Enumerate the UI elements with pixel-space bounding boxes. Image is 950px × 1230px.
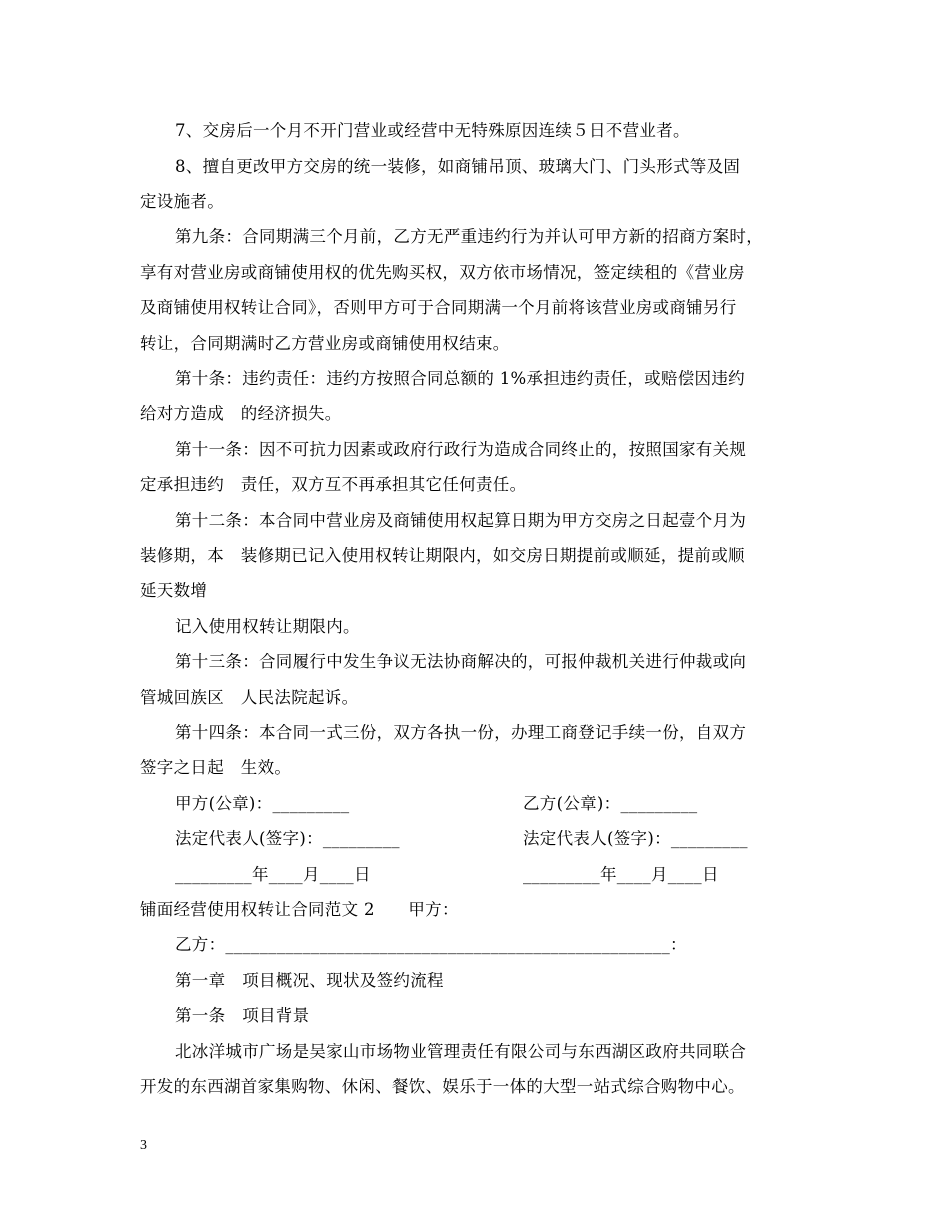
party-b-representative: 法定代表人(签字)：_________ — [523, 829, 748, 848]
article-14-line-1: 第十四条：本合同一式三份，双方各执一份，办理工商登记手续一份，自双方 — [175, 723, 747, 742]
article-1-title: 第一条 项目背景 — [175, 1006, 310, 1025]
background-line-2: 开发的东西湖首家集购物、休闲、餐饮、娱乐于一体的大型一站式综合购物中心。 — [140, 1077, 745, 1096]
article-9-line-1: 第九条：合同期满三个月前，乙方无严重违约行为并认可甲方新的招商方案时， — [175, 227, 763, 246]
article-11-line-2: 定承担违约 责任，双方互不再承担其它任何责任。 — [140, 475, 527, 494]
article-9-line-2: 享有对营业房或商铺使用权的优先购买权，双方依市场情况，签定续租的《营业房 — [140, 263, 745, 282]
clause-7: 7、交房后一个月不开门营业或经营中无特殊原因连续５日不营业者。 — [175, 121, 690, 140]
party-a-representative: 法定代表人(签字)：_________ — [175, 829, 400, 848]
party-a-seal: 甲方(公章)：_________ — [175, 794, 350, 813]
article-10-line-1: 第十条：违约责任：违约方按照合同总额的 1%承担违约责任，或赔偿因违约 — [175, 369, 745, 388]
clause-8-line-1: 8、擅自更改甲方交房的统一装修，如商铺吊顶、玻璃大门、门头形式等及固 — [175, 157, 741, 176]
party-b-line: 乙方：____________________________________________________： — [175, 935, 687, 954]
party-a-date: _________年____月____日 — [175, 865, 371, 884]
article-12-line-4: 记入使用权转让期限内。 — [175, 617, 360, 636]
chapter-1-title: 第一章 项目概况、现状及签约流程 — [175, 971, 444, 990]
article-14-line-2: 签字之日起 生效。 — [140, 758, 292, 777]
article-12-line-2: 装修期，本 装修期已记入使用权转让期限内，如交房日期提前或顺延，提前或顺 — [140, 546, 745, 565]
page-number: 3 — [140, 1138, 147, 1153]
article-9-line-4: 转让，合同期满时乙方营业房或商铺使用权结束。 — [140, 334, 510, 353]
party-b-date: _________年____月____日 — [523, 865, 719, 884]
article-9-line-3: 及商铺使用权转让合同》，否则甲方可于合同期满一个月前将该营业房或商铺另行 — [140, 298, 737, 317]
contract-2-heading: 铺面经营使用权转让合同范文 2 甲方： — [140, 900, 459, 919]
background-line-1: 北冰洋城市广场是吴家山市场物业管理责任有限公司与东西湖区政府共同联合 — [175, 1042, 747, 1061]
article-13-line-2: 管城回族区 人民法院起诉。 — [140, 688, 359, 707]
article-12-line-1: 第十二条：本合同中营业房及商铺使用权起算日期为甲方交房之日起壹个月为 — [175, 511, 747, 530]
party-b-seal: 乙方(公章)：_________ — [523, 794, 698, 813]
article-10-line-2: 给对方造成 的经济损失。 — [140, 404, 342, 423]
article-11-line-1: 第十一条：因不可抗力因素或政府行政行为造成合同终止的，按照国家有关规 — [175, 440, 747, 459]
article-13-line-1: 第十三条：合同履行中发生争议无法协商解决的，可报仲裁机关进行仲裁或向 — [175, 652, 747, 671]
article-12-line-3: 延天数增 — [140, 581, 208, 600]
clause-8-line-2: 定设施者。 — [140, 192, 224, 211]
